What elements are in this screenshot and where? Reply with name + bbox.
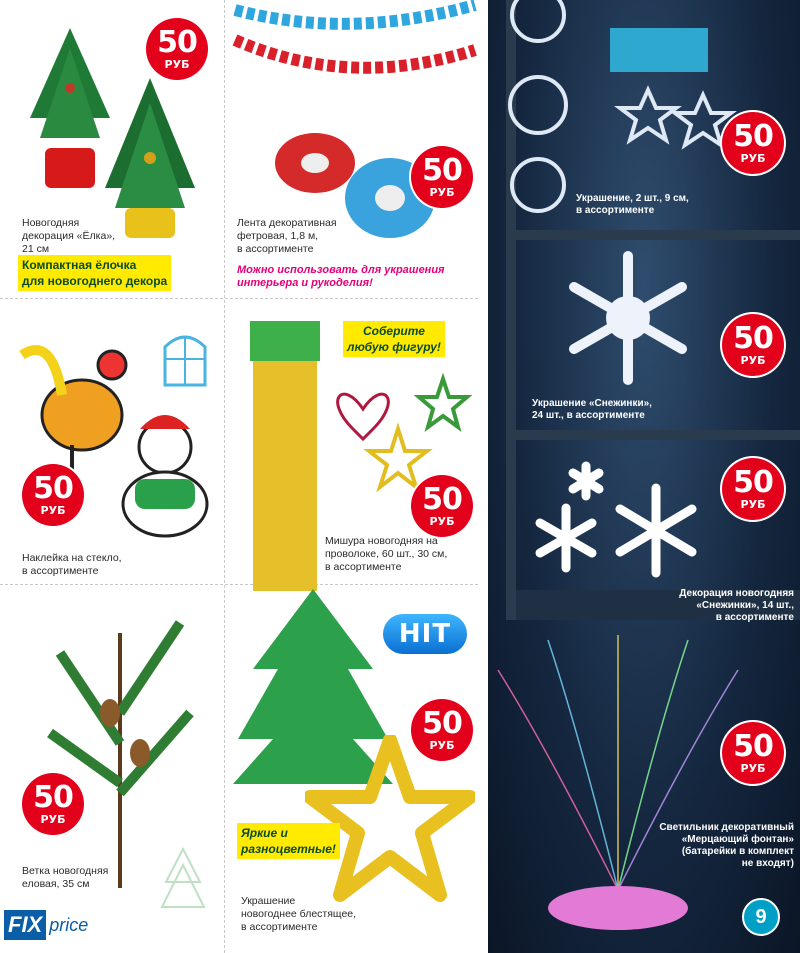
desc-line: фетровая, 1,8 м, xyxy=(237,230,319,242)
desc-line: Украшение «Снежинки», xyxy=(532,398,652,409)
product-description xyxy=(576,193,689,217)
note-line: Можно использовать для украшения xyxy=(237,264,445,276)
product-tinsel-decor[interactable] xyxy=(225,585,478,953)
desc-line: в ассортименте xyxy=(325,561,402,573)
note-line: для новогоднего декора xyxy=(22,274,168,288)
desc-line: 24 шт., в ассортименте xyxy=(532,410,645,421)
product-description xyxy=(22,217,115,256)
price-currency: РУБ xyxy=(740,762,766,775)
price-badge xyxy=(722,112,784,174)
product-description xyxy=(237,217,337,256)
garland-image xyxy=(230,0,480,110)
desc-line: Лента декоративная xyxy=(237,217,337,229)
product-description xyxy=(532,398,652,422)
price-currency: РУБ xyxy=(429,186,455,199)
product-description xyxy=(22,865,108,891)
note-line: разноцветные! xyxy=(241,842,336,856)
window-scene-panel xyxy=(488,0,800,953)
tinsel-pack-image xyxy=(245,321,325,596)
price-amount: 50 xyxy=(157,25,197,60)
desc-line: в ассортименте xyxy=(237,243,314,255)
note-line: Компактная ёлочка xyxy=(22,258,137,272)
window-frame xyxy=(506,230,800,240)
price-amount: 50 xyxy=(733,321,773,356)
price-amount: 50 xyxy=(422,706,462,741)
desc-line: Мишура новогодняя на xyxy=(325,535,438,547)
price-amount: 50 xyxy=(422,153,462,188)
product-description xyxy=(325,535,447,574)
page-number: 9 xyxy=(742,898,780,936)
tinsel-star-image xyxy=(305,735,475,905)
desc-line: (батарейки в комплект xyxy=(681,846,794,857)
logo-price: price xyxy=(49,914,89,935)
desc-line: не входят) xyxy=(741,858,794,869)
desc-line: Светильник декоративный xyxy=(659,822,794,833)
price-currency: РУБ xyxy=(429,515,455,528)
price-currency: РУБ xyxy=(740,152,766,165)
desc-line: в ассортименте xyxy=(241,921,318,933)
price-badge xyxy=(146,18,208,80)
price-badge xyxy=(722,722,784,784)
price-amount: 50 xyxy=(422,482,462,517)
desc-line: в ассортименте xyxy=(576,205,655,216)
note-line: любую фигуру! xyxy=(347,340,441,354)
desc-line: Наклейка на стекло, xyxy=(22,552,122,564)
window-icon xyxy=(160,327,210,387)
price-badge xyxy=(722,458,784,520)
product-description xyxy=(22,552,122,578)
price-badge xyxy=(22,464,84,526)
desc-line: в ассортименте xyxy=(715,612,794,623)
brand-logo xyxy=(4,905,88,945)
desc-line: Украшение xyxy=(241,895,296,907)
product-description xyxy=(679,588,794,624)
price-amount: 50 xyxy=(33,471,73,506)
tree-outline-icon xyxy=(158,847,208,917)
price-currency: РУБ xyxy=(740,498,766,511)
desc-line: проволоке, 60 шт., 30 см, xyxy=(325,548,448,560)
snowflakes-set-image xyxy=(528,458,718,578)
desc-line: Новогодняя xyxy=(22,217,80,229)
price-amount: 50 xyxy=(733,119,773,154)
note-line: интерьера и рукоделия! xyxy=(237,277,373,289)
highlight-note xyxy=(18,255,171,291)
highlight-note xyxy=(237,823,340,859)
desc-line: в ассортименте xyxy=(22,565,99,577)
price-currency: РУБ xyxy=(429,739,455,752)
product-description xyxy=(659,822,794,870)
hit-badge: HIT xyxy=(383,614,467,654)
snowman-sticker-image xyxy=(110,409,220,539)
pink-note xyxy=(237,264,445,290)
note-line: Соберите xyxy=(362,324,425,338)
desc-line: 21 см xyxy=(22,243,50,255)
desc-line: Ветка новогодняя xyxy=(22,865,109,877)
price-amount: 50 xyxy=(733,729,773,764)
price-currency: РУБ xyxy=(164,58,190,71)
highlight-note xyxy=(343,321,445,357)
price-amount: 50 xyxy=(33,780,73,815)
price-badge xyxy=(411,475,473,537)
desc-line: «Мерцающий фонтан» xyxy=(681,834,794,845)
product-ribbon[interactable] xyxy=(225,0,478,298)
desc-line: Декорация новогодняя xyxy=(679,588,794,599)
product-tree[interactable] xyxy=(0,0,224,298)
product-sticker[interactable] xyxy=(0,299,224,584)
desc-line: Украшение, 2 шт., 9 см, xyxy=(576,193,689,204)
fiber-optic-lamp-image xyxy=(488,630,748,950)
price-badge xyxy=(22,773,84,835)
product-tinsel-wire[interactable] xyxy=(225,299,478,584)
price-amount: 50 xyxy=(733,465,773,500)
price-badge xyxy=(722,314,784,376)
desc-line: декорация «Ёлка», xyxy=(22,230,116,242)
product-description xyxy=(241,895,356,934)
product-branch[interactable] xyxy=(0,585,224,953)
price-badge xyxy=(411,146,473,208)
desc-line: «Снежинки», 14 шт., xyxy=(696,600,794,611)
desc-line: новогоднее блестящее, xyxy=(241,908,357,920)
window-frame xyxy=(506,430,800,440)
ornaments-image xyxy=(498,0,798,220)
logo-fix: FIX xyxy=(4,910,46,940)
snowflake-large-image xyxy=(558,248,698,388)
price-currency: РУБ xyxy=(40,813,66,826)
price-currency: РУБ xyxy=(40,504,66,517)
desc-line: еловая, 35 см xyxy=(22,878,90,890)
note-line: Яркие и xyxy=(241,826,288,840)
price-currency: РУБ xyxy=(740,354,766,367)
